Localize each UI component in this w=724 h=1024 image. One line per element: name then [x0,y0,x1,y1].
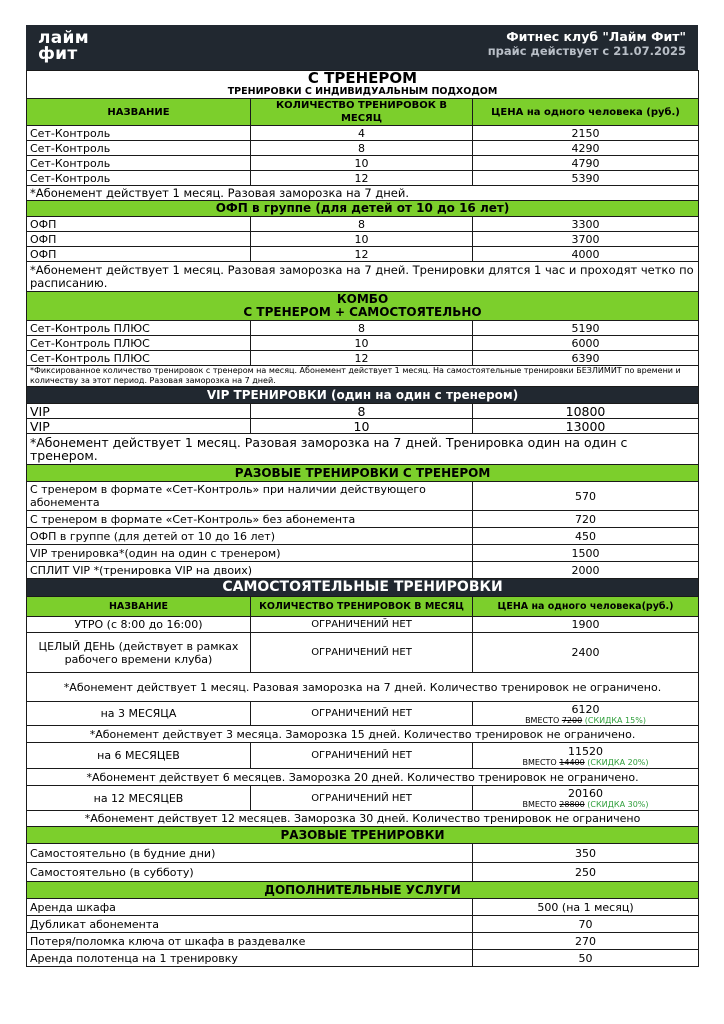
row-count: 8 [251,321,473,336]
row-price: 500 (на 1 месяц) [473,899,699,916]
row-name: ОФП [27,232,251,247]
row-name: Дубликат абонемента [27,916,473,933]
price-value: 6120 [571,702,600,716]
note-trainer: *Абонемент действует 1 месяц. Разовая заморозка на 7 дней. [27,186,699,201]
section-title-ofp: ОФП в группе (для детей от 10 до 16 лет) [27,201,699,217]
row-count: 10 [251,419,473,434]
row-name: Самостоятельно (в субботу) [27,863,473,882]
club-name: Фитнес клуб "Лайм Фит" [506,29,686,44]
note-self-1m: *Абонемент действует 1 месяц. Разовая заморозка на 7 дней. Количество тренировок не ограничено. [27,673,699,702]
instead-label: ВМЕСТО [525,715,560,725]
validity-date: прайс действует с 21.07.2025 [487,44,686,58]
row-name: УТРО (с 8:00 до 16:00) [27,617,251,633]
col-header-price: ЦЕНА на одного человека (руб.) [473,99,699,126]
row-name: Сет-Контроль [27,156,251,171]
section-title-trainer: С ТРЕНЕРОМ [27,71,699,87]
row-count: 12 [251,247,473,262]
table-row [27,156,699,171]
row-count: 10 [251,156,473,171]
row-count: 10 [251,232,473,247]
row-name: VIP [27,404,251,419]
combo-title-line-1: КОМБО [336,292,389,306]
row-name: Сет-Контроль ПЛЮС [27,336,251,351]
col-header-count: КОЛИЧЕСТВО ТРЕНИРОВОК В МЕСЯЦ [251,597,473,617]
table-row [27,702,699,726]
table-row [27,126,699,141]
row-count: 8 [251,141,473,156]
row-price: 13000 [473,419,699,434]
section-title-single: РАЗОВЫЕ ТРЕНИРОВКИ [27,827,699,844]
row-name: Аренда полотенца на 1 тренировку [27,950,473,967]
table-row [27,545,699,562]
note-self-6m: *Абонемент действует 6 месяцев. Заморозка 20 дней. Количество тренировок не ограничено. [27,769,699,786]
row-name: Сет-Контроль ПЛЮС [27,321,251,336]
row-price: 4790 [473,156,699,171]
row-name: Потеря/поломка ключа от шкафа в раздевалке [27,933,473,950]
row-name: ОФП [27,247,251,262]
row-count: ОГРАНИЧЕНИЙ НЕТ [251,743,473,769]
section-title-combo [27,292,699,321]
note-vip: *Абонемент действует 1 месяц. Разовая заморозка на 7 дней. Тренировка один на один с тренером. [27,434,699,465]
row-name: СПЛИТ VIP *(тренировка VIP на двоих) [27,562,473,579]
row-price: 5390 [473,171,699,186]
discount-badge: (СКИДКА 15%) [584,715,646,725]
row-price: 6390 [473,351,699,366]
header-bar [26,25,698,70]
row-name: С тренером в формате «Сет-Контроль» без абонемента [27,511,473,528]
price-list-page [26,25,698,967]
discount-badge: (СКИДКА 30%) [587,800,649,809]
logo-line-1: лайм [38,28,89,48]
row-price: 250 [473,863,699,882]
note-self-12m: *Абонемент действует 12 месяцев. Заморозка 30 дней. Количество тренировок не ограничено [27,811,699,827]
price-value: 20160 [568,787,604,800]
instead-label: ВМЕСТО [522,800,557,809]
row-count: ОГРАНИЧЕНИЙ НЕТ [251,617,473,633]
table-row [27,786,699,811]
discount-line [476,800,695,809]
row-name: Сет-Контроль [27,141,251,156]
row-count: 8 [251,217,473,232]
table-row [27,899,699,916]
row-price: 2000 [473,562,699,579]
row-price: 2150 [473,126,699,141]
table-row [27,511,699,528]
old-price: 14400 [559,757,585,767]
combo-title-line-2: С ТРЕНЕРОМ + САМОСТОЯТЕЛЬНО [243,305,482,319]
row-price: 1900 [473,617,699,633]
row-name: С тренером в формате «Сет-Контроль» при наличии действующего абонемента [27,482,473,511]
row-price: 4000 [473,247,699,262]
table-row [27,863,699,882]
row-name: на 3 МЕСЯЦА [27,702,251,726]
row-price: 450 [473,528,699,545]
row-price: 6000 [473,336,699,351]
row-count: ОГРАНИЧЕНИЙ НЕТ [251,633,473,673]
note-self-3m: *Абонемент действует 3 месяца. Заморозка 15 дней. Количество тренировок не ограничено. [27,726,699,743]
row-name: Самостоятельно (в будние дни) [27,844,473,863]
note-ofp: *Абонемент действует 1 месяц. Разовая заморозка на 7 дней. Тренировки длятся 1 час и проходят четко по расписанию. [27,262,699,292]
row-name: на 12 МЕСЯЦЕВ [27,786,251,811]
table-row [27,562,699,579]
col-header-count: КОЛИЧЕСТВО ТРЕНИРОВОК В МЕСЯЦ [251,99,473,126]
row-price: 70 [473,916,699,933]
discount-line [476,716,695,725]
table-row [27,419,699,434]
row-price: 3300 [473,217,699,232]
row-name: ОФП [27,217,251,232]
row-price: 3700 [473,232,699,247]
table-row [27,247,699,262]
discount-line [476,758,695,767]
section-title-self: САМОСТОЯТЕЛЬНЫЕ ТРЕНИРОВКИ [27,579,699,597]
note-combo: *Фиксированное количество тренировок с тренером на месяц. Абонемент действует 1 месяц. На самостоятельные тренировки БЕЗЛИМИТ по времени и количеству за этот период. Разовая заморозка на 7 дней. [27,366,699,387]
table-row [27,321,699,336]
table-row [27,617,699,633]
table-row [27,336,699,351]
row-price: 1500 [473,545,699,562]
section-subtitle-trainer: ТРЕНИРОВКИ С ИНДИВИДУАЛЬНЫМ ПОДХОДОМ [27,87,699,99]
instead-label: ВМЕСТО [522,757,557,767]
row-price [473,743,699,769]
row-count: 12 [251,171,473,186]
section-title-extra: ДОПОЛНИТЕЛЬНЫЕ УСЛУГИ [27,882,699,899]
table-row [27,633,699,673]
table-row [27,351,699,366]
logo [38,30,89,62]
row-price: 5190 [473,321,699,336]
col-header-name: НАЗВАНИЕ [27,99,251,126]
row-name: Аренда шкафа [27,899,473,916]
row-name: ЦЕЛЫЙ ДЕНЬ (действует в рамках рабочего времени клуба) [27,633,251,673]
section-title-vip: VIP ТРЕНИРОВКИ (один на один с тренером) [27,387,699,404]
table-row [27,482,699,511]
row-price: 350 [473,844,699,863]
row-name: Сет-Контроль [27,171,251,186]
row-price: 10800 [473,404,699,419]
col-header-name: НАЗВАНИЕ [27,597,251,617]
row-count: 8 [251,404,473,419]
row-count: 4 [251,126,473,141]
row-price [473,702,699,726]
logo-line-2: фит [38,44,78,64]
row-price: 270 [473,933,699,950]
old-price: 7200 [561,715,583,725]
table-row [27,171,699,186]
row-count: 10 [251,336,473,351]
table-row [27,141,699,156]
price-value: 11520 [568,744,604,758]
row-name: Сет-Контроль [27,126,251,141]
row-name: на 6 МЕСЯЦЕВ [27,743,251,769]
table-row [27,950,699,967]
table-row [27,217,699,232]
table-row [27,743,699,769]
row-price [473,786,699,811]
discount-badge: (СКИДКА 20%) [587,757,649,767]
table-row [27,404,699,419]
row-name: VIP тренировка*(один на один с тренером) [27,545,473,562]
price-table [26,70,699,967]
row-price: 4290 [473,141,699,156]
row-count: ОГРАНИЧЕНИЙ НЕТ [251,786,473,811]
row-count: 12 [251,351,473,366]
row-name: VIP [27,419,251,434]
col-header-price: ЦЕНА на одного человека(руб.) [473,597,699,617]
row-price: 2400 [473,633,699,673]
row-name: ОФП в группе (для детей от 10 до 16 лет) [27,528,473,545]
row-price: 50 [473,950,699,967]
table-row [27,528,699,545]
table-row [27,232,699,247]
section-title-single-trainer: РАЗОВЫЕ ТРЕНИРОВКИ С ТРЕНЕРОМ [27,465,699,482]
row-name: Сет-Контроль ПЛЮС [27,351,251,366]
row-price: 720 [473,511,699,528]
row-count: ОГРАНИЧЕНИЙ НЕТ [251,702,473,726]
old-price: 28800 [559,800,585,809]
table-row [27,933,699,950]
row-price: 570 [473,482,699,511]
table-row [27,916,699,933]
table-row [27,844,699,863]
